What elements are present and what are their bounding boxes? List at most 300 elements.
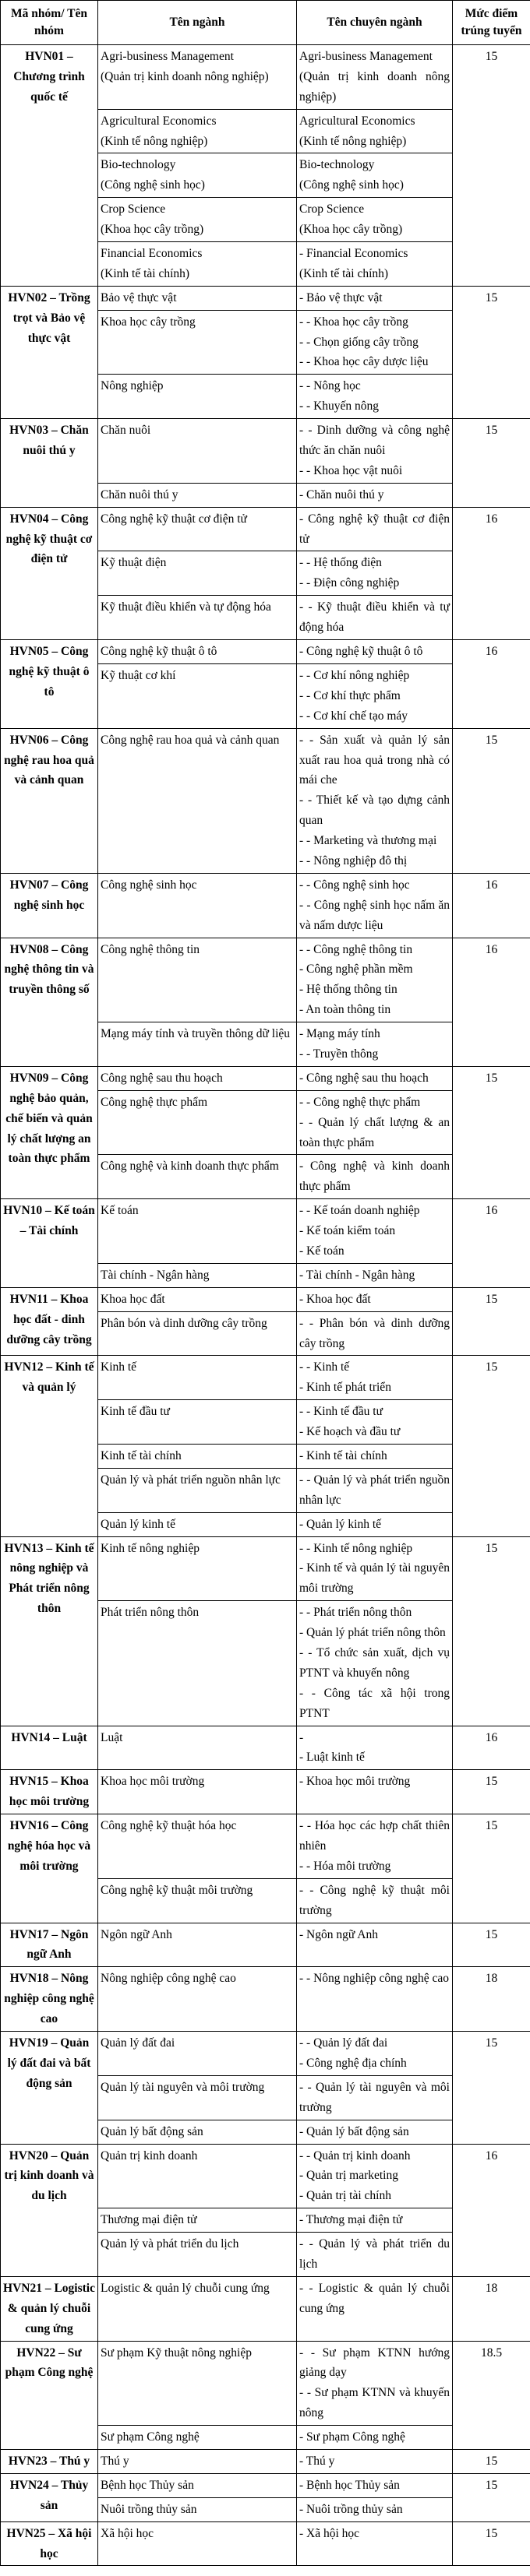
major-line: (Kinh tế nông nghiệp) [101, 134, 208, 148]
major-line: (Công nghệ sinh học) [101, 178, 205, 192]
major-line: Phân bón và dinh dưỡng cây trồng [101, 1316, 267, 1330]
specialization-cell [297, 375, 453, 419]
major-cell [98, 1090, 297, 1155]
specialization-cell [297, 551, 453, 596]
major-cell [98, 2276, 297, 2341]
specialization-line: - - Phát triển nông thôn [299, 1606, 412, 1620]
table-row [1, 286, 530, 310]
specialization-line: - Bệnh học Thủy sản [299, 2478, 400, 2492]
specialization-cell [297, 2075, 453, 2120]
major-cell [98, 310, 297, 375]
major-cell [98, 507, 297, 551]
specialization-line: - - Khoa học vật nuôi [299, 463, 403, 477]
major-line: Quản lý đất đai [101, 2036, 175, 2050]
specialization-line: - - Quản lý tài nguyên và môi trường [299, 2080, 450, 2114]
major-line: Công nghệ kỹ thuật cơ điện tử [101, 512, 247, 526]
major-line: Công nghệ sinh học [101, 878, 197, 892]
specialization-cell [297, 2276, 453, 2341]
specialization-cell [297, 2426, 453, 2450]
specialization-line: - - Logistic & quản lý chuỗi cung ứng [299, 2281, 450, 2315]
major-line: Sư phạm Công nghệ [101, 2430, 200, 2444]
score-cell: 15 [453, 45, 530, 287]
table-row [1, 1066, 530, 1090]
specialization-line: - Bảo vệ thực vật [299, 290, 383, 304]
specialization-line: - - Quản lý chất lượng & an toàn thực phẩm [299, 1115, 450, 1149]
major-line: Công nghệ kỹ thuật ô tô [101, 645, 217, 659]
specialization-line: - - Kinh tế đầu tư [299, 1405, 383, 1419]
major-line: Chăn nuôi thú y [101, 487, 178, 501]
header-group: Mã nhóm/ Tên nhóm [1, 1, 98, 45]
major-line: Agri-business Management [101, 50, 234, 63]
specialization-line: - Công nghệ phần mềm [299, 962, 413, 977]
major-line: Sư phạm Kỹ thuật nông nghiệp [101, 2345, 252, 2360]
score-cell: 15 [453, 286, 530, 418]
specialization-line: - Quản trị marketing [299, 2169, 398, 2183]
specialization-line: - Ngôn ngữ Anh [299, 1927, 378, 1941]
major-line: Crop Science [101, 202, 166, 216]
specialization-line: - - Khuyến nông [299, 399, 380, 413]
major-cell [98, 1356, 297, 1400]
specialization-cell [297, 2120, 453, 2144]
table-row [1, 1199, 530, 1264]
score-cell: 16 [453, 2144, 530, 2276]
specialization-cell [297, 286, 453, 310]
major-line: Bảo vệ thực vật [101, 290, 177, 304]
header-major: Tên ngành [98, 1, 297, 45]
group-code-cell: HVN21 – Logistic & quản lý chuỗi cung ứng [1, 2276, 98, 2341]
specialization-cell [297, 198, 453, 242]
major-cell [98, 1601, 297, 1726]
specialization-line: - - Khoa học cây trồng [299, 315, 408, 329]
major-line: Thương mại điện tử [101, 2213, 197, 2227]
header-score: Mức điểm trúng tuyển [453, 1, 530, 45]
specialization-line: - Quản lý bất động sản [299, 2124, 409, 2138]
specialization-cell [297, 310, 453, 375]
major-line: Chăn nuôi [101, 424, 151, 438]
specialization-line: (Kinh tế nông nghiệp) [299, 134, 407, 148]
table-row [1, 1770, 530, 1814]
specialization-cell [297, 1090, 453, 1155]
table-row [1, 1356, 530, 1400]
specialization-line: - Khoa học môi trường [299, 1775, 411, 1789]
specialization-line: - Thương mại điện tử [299, 2213, 403, 2227]
major-line: Khoa học môi trường [101, 1775, 205, 1789]
score-cell: 15 [453, 2449, 530, 2473]
specialization-line: - - Sư phạm KTNN và khuyến nông [299, 2386, 450, 2420]
group-code-cell: HVN04 – Công nghệ kỹ thuật cơ điện tử [1, 507, 98, 639]
specialization-line: - - Sư phạm KTNN hướng giảng dạy [299, 2345, 450, 2380]
major-line: Kinh tế nông nghiệp [101, 1541, 200, 1555]
major-cell [98, 1770, 297, 1814]
major-line: Quản lý kinh tế [101, 1517, 175, 1531]
major-cell [98, 728, 297, 873]
group-code-cell: HVN20 – Quản trị kinh doanh và du lịch [1, 2144, 98, 2276]
specialization-line: (Khoa học cây trồng) [299, 223, 403, 237]
major-cell [98, 1878, 297, 1923]
group-code-cell: HVN17 – Ngôn ngữ Anh [1, 1923, 98, 1967]
specialization-cell [297, 2233, 453, 2277]
specialization-line: - Kế hoạch và đầu tư [299, 1425, 401, 1439]
specialization-line: - - Công nghệ kỹ thuật môi trường [299, 1883, 450, 1917]
major-cell [98, 596, 297, 640]
table-row [1, 2032, 530, 2076]
major-cell [98, 2208, 297, 2233]
major-line: Kinh tế [101, 1360, 137, 1374]
specialization-cell [297, 1468, 453, 1512]
major-line: Agricultural Economics [101, 114, 217, 128]
table-row [1, 1967, 530, 2032]
group-code-cell: HVN02 – Trồng trọt và Bảo vệ thực vật [1, 286, 98, 418]
specialization-line: - Công nghệ địa chính [299, 2056, 407, 2070]
major-cell [98, 1923, 297, 1967]
major-cell [98, 1536, 297, 1601]
specialization-line: - - Kỹ thuật điều khiển và tự động hóa [299, 600, 450, 635]
table-row [1, 2276, 530, 2341]
specialization-line: - - Công nghệ thực phẩm [299, 1095, 421, 1109]
specialization-line: - - Chọn giống cây trồng [299, 335, 419, 349]
specialization-line: (Quản trị kinh doanh nông nghiệp) [299, 69, 450, 104]
specialization-cell [297, 1263, 453, 1287]
specialization-cell [297, 1311, 453, 1356]
specialization-line: - - Nông nghiệp đô thị [299, 853, 408, 867]
specialization-cell [297, 938, 453, 1022]
major-cell [98, 375, 297, 419]
specialization-line: - - Công nghệ thông tin [299, 942, 413, 956]
table-row [1, 2341, 530, 2426]
specialization-line: - Công nghệ kỹ thuật ô tô [299, 645, 423, 659]
major-cell [98, 1022, 297, 1067]
major-cell [98, 242, 297, 287]
specialization-line: - - Điện công nghiệp [299, 576, 400, 590]
specialization-line: - - Kế toán doanh nghiệp [299, 1204, 420, 1218]
score-cell: 15 [453, 1770, 530, 1814]
major-line: Kinh tế đầu tư [101, 1405, 170, 1419]
specialization-line: - Quản lý phát triển nông thôn [299, 1626, 446, 1640]
table-body [1, 45, 530, 2566]
group-code-cell: HVN24 – Thủy sản [1, 2473, 98, 2521]
score-cell: 15 [453, 1814, 530, 1923]
specialization-line: - Nuôi trồng thủy sản [299, 2502, 403, 2516]
major-cell [98, 1967, 297, 2032]
major-cell [98, 2449, 297, 2473]
score-cell: 15 [453, 1923, 530, 1967]
specialization-line: - - Kinh tế [299, 1360, 350, 1374]
table-row [1, 1536, 530, 1601]
specialization-line: - Hệ thống thông tin [299, 983, 398, 997]
specialization-cell [297, 419, 453, 484]
specialization-cell [297, 242, 453, 287]
specialization-line: Crop Science [299, 202, 365, 216]
major-line: Luật [101, 1730, 123, 1744]
specialization-line: - - Kinh tế nông nghiệp [299, 1541, 413, 1555]
specialization-cell [297, 663, 453, 728]
specialization-line: - [299, 1730, 304, 1744]
specialization-line: - Công nghệ kỹ thuật cơ điện tử [299, 512, 450, 546]
specialization-cell [297, 1199, 453, 1264]
specialization-line: - Công nghệ và kinh doanh thực phẩm [299, 1160, 450, 1194]
specialization-cell [297, 2032, 453, 2076]
major-cell [98, 1468, 297, 1512]
major-line: Tài chính - Ngân hàng [101, 1268, 210, 1282]
major-line: Khoa học cây trồng [101, 315, 196, 329]
major-line: Nuôi trồng thủy sản [101, 2502, 197, 2516]
major-cell [98, 2144, 297, 2208]
major-line: Quản lý tài nguyên và môi trường [101, 2080, 265, 2094]
specialization-cell [297, 640, 453, 664]
score-cell: 15 [453, 2521, 530, 2566]
major-line: (Khoa học cây trồng) [101, 223, 204, 237]
group-code-cell: HVN19 – Quản lý đất đai và bất động sản [1, 2032, 98, 2144]
group-code-cell: HVN16 – Công nghệ hóa học và môi trường [1, 1814, 98, 1923]
specialization-line: - Mạng máy tính [299, 1027, 380, 1041]
specialization-cell [297, 1726, 453, 1770]
specialization-line: - - Sản xuất và quản lý sản xuất rau hoa quả trong nhà có mái che [299, 733, 450, 787]
major-cell [98, 1512, 297, 1536]
major-line: Công nghệ thông tin [101, 942, 200, 956]
specialization-line: - - Phân bón và dinh dưỡng cây trồng [299, 1316, 450, 1350]
specialization-line: - Sư phạm Công nghệ [299, 2430, 405, 2444]
group-code-cell: HVN06 – Công nghệ rau hoa quả và cảnh quan [1, 728, 98, 873]
specialization-line: - - Quản trị kinh doanh [299, 2148, 411, 2163]
group-code-cell: HVN09 – Công nghệ bảo quản, chế biến và quản lý chất lượng an toàn thực phẩm [1, 1066, 98, 1198]
specialization-line: - - Tổ chức sản xuất, dịch vụ PTNT và khuyến nông [299, 1646, 450, 1680]
score-cell: 15 [453, 1066, 530, 1198]
major-cell [98, 2120, 297, 2144]
specialization-line: - - Công tác xã hội trong PTNT [299, 1686, 450, 1720]
score-cell: 18 [453, 2276, 530, 2341]
major-line: Thú y [101, 2454, 129, 2468]
specialization-line: - Kế toán kiểm toán [299, 1224, 396, 1238]
major-line: Công nghệ kỹ thuật hóa học [101, 1819, 237, 1833]
table-row [1, 2473, 530, 2497]
major-cell [98, 2473, 297, 2497]
specialization-line: - - Công nghệ sinh học nấm ăn và nấm dược liệu [299, 898, 450, 932]
specialization-cell [297, 153, 453, 198]
specialization-cell [297, 1022, 453, 1067]
major-line: Quản trị kinh doanh [101, 2148, 198, 2163]
specialization-line: - - Khoa học cây dược liệu [299, 355, 429, 369]
specialization-line: - - Quản lý đất đai [299, 2036, 388, 2050]
major-cell [98, 198, 297, 242]
specialization-line: - Kinh tế và quản lý tài nguyên môi trường [299, 1561, 450, 1596]
specialization-line: - - Cơ khí thực phẩm [299, 688, 401, 702]
specialization-line: Bio-technology [299, 158, 375, 172]
specialization-cell [297, 2473, 453, 2497]
specialization-cell [297, 1512, 453, 1536]
major-cell [98, 1400, 297, 1445]
major-cell [98, 2075, 297, 2120]
specialization-line: (Công nghệ sinh học) [299, 178, 404, 192]
specialization-cell [297, 1066, 453, 1090]
specialization-line: - - Công nghệ sinh học [299, 878, 410, 892]
major-line: Logistic & quản lý chuỗi cung ứng [101, 2281, 270, 2295]
specialization-cell [297, 2521, 453, 2566]
major-line: (Kinh tế tài chính) [101, 266, 190, 280]
specialization-line: - - Cơ khí nông nghiệp [299, 668, 410, 682]
table-row [1, 938, 530, 1022]
specialization-line: - Chăn nuôi thú y [299, 487, 384, 501]
major-line: Kế toán [101, 1204, 139, 1218]
score-cell: 16 [453, 1199, 530, 1288]
specialization-line: - Kinh tế phát triển [299, 1381, 391, 1395]
major-line: Mạng máy tính và truyền thông dữ liệu [101, 1027, 291, 1041]
major-cell [98, 1311, 297, 1356]
specialization-cell [297, 1287, 453, 1311]
table-row [1, 1726, 530, 1770]
specialization-cell [297, 2497, 453, 2521]
major-cell [98, 873, 297, 938]
specialization-cell [297, 2144, 453, 2208]
major-line: Công nghệ thực phẩm [101, 1095, 208, 1109]
group-code-cell: HVN14 – Luật [1, 1726, 98, 1770]
specialization-line: - Luật kinh tế [299, 1751, 365, 1765]
major-cell [98, 1199, 297, 1264]
specialization-cell [297, 507, 453, 551]
score-cell: 18.5 [453, 2341, 530, 2449]
group-code-cell: HVN13 – Kinh tế nông nghiệp và Phát triển nông thôn [1, 1536, 98, 1726]
specialization-cell [297, 873, 453, 938]
group-code-cell: HVN08 – Công nghệ thông tin và truyền thông số [1, 938, 98, 1066]
specialization-cell [297, 1878, 453, 1923]
score-cell: 16 [453, 640, 530, 729]
specialization-line: - - Truyền thông [299, 1047, 379, 1061]
group-code-cell: HVN25 – Xã hội học [1, 2521, 98, 2566]
specialization-cell [297, 1356, 453, 1400]
specialization-line: - - Cơ khí chế tạo máy [299, 709, 408, 723]
major-line: (Quản trị kinh doanh nông nghiệp) [101, 69, 269, 83]
major-cell [98, 2426, 297, 2450]
major-cell [98, 1287, 297, 1311]
major-line: Công nghệ kỹ thuật môi trường [101, 1883, 253, 1897]
specialization-cell [297, 1445, 453, 1469]
specialization-line: - - Thiết kế và tạo dựng cảnh quan [299, 794, 450, 828]
group-code-cell: HVN22 – Sư phạm Công nghệ [1, 2341, 98, 2449]
specialization-cell [297, 483, 453, 507]
specialization-line: - Quản trị tài chính [299, 2189, 391, 2203]
major-line: Kinh tế tài chính [101, 1449, 182, 1462]
major-cell [98, 45, 297, 110]
major-cell [98, 663, 297, 728]
header-specialization: Tên chuyên ngành [297, 1, 453, 45]
major-cell [98, 1155, 297, 1199]
specialization-line: - Quản lý kinh tế [299, 1517, 382, 1531]
major-cell [98, 1066, 297, 1090]
table-header-row [1, 1, 530, 45]
score-cell: 15 [453, 1536, 530, 1726]
specialization-cell [297, 1923, 453, 1967]
score-cell: 16 [453, 873, 530, 938]
group-code-cell: HVN10 – Kế toán – Tài chính [1, 1199, 98, 1288]
specialization-cell [297, 1536, 453, 1601]
major-cell [98, 2497, 297, 2521]
specialization-line: - - Hóa học các hợp chất thiên nhiên [299, 1819, 450, 1853]
major-line: Financial Economics [101, 247, 203, 261]
major-cell [98, 286, 297, 310]
major-cell [98, 551, 297, 596]
major-line: Công nghệ rau hoa quả và cảnh quan [101, 733, 280, 747]
major-cell [98, 2521, 297, 2566]
major-cell [98, 938, 297, 1022]
score-cell: 16 [453, 938, 530, 1066]
score-cell: 15 [453, 2473, 530, 2521]
specialization-cell [297, 109, 453, 153]
specialization-line: (Kinh tế tài chính) [299, 266, 389, 280]
major-line: Khoa học đất [101, 1292, 165, 1306]
table-row [1, 419, 530, 484]
major-cell [98, 2032, 297, 2076]
group-code-cell: HVN15 – Khoa học môi trường [1, 1770, 98, 1814]
major-cell [98, 2341, 297, 2426]
major-line: Công nghệ sau thu hoạch [101, 1071, 223, 1085]
major-line: Quản lý bất động sản [101, 2124, 203, 2138]
major-line: Ngôn ngữ Anh [101, 1927, 172, 1941]
specialization-line: Agri-business Management [299, 50, 433, 63]
specialization-cell [297, 2449, 453, 2473]
specialization-line: - - Quản lý và phát triển nguồn nhân lực [299, 1473, 450, 1507]
major-cell [98, 483, 297, 507]
specialization-line: - Xã hội học [299, 2526, 360, 2540]
group-code-cell: HVN18 – Nông nghiệp công nghệ cao [1, 1967, 98, 2032]
table-row [1, 45, 530, 110]
specialization-cell [297, 1400, 453, 1445]
major-line: Nông nghiệp công nghệ cao [101, 1972, 236, 1986]
specialization-line: - - Hóa môi trường [299, 1859, 391, 1873]
group-code-cell: HVN05 – Công nghệ kỹ thuật ô tô [1, 640, 98, 729]
specialization-cell [297, 1967, 453, 2032]
major-cell [98, 419, 297, 484]
specialization-line: - Tài chính - Ngân hàng [299, 1268, 415, 1282]
score-cell: 15 [453, 2032, 530, 2144]
specialization-cell [297, 1814, 453, 1879]
major-cell [98, 1726, 297, 1770]
score-cell: 16 [453, 507, 530, 639]
major-cell [98, 1814, 297, 1879]
specialization-line: - - Quản lý và phát triển du lịch [299, 2237, 450, 2271]
specialization-cell [297, 596, 453, 640]
major-line: Quản lý và phát triển nguồn nhân lực [101, 1473, 281, 1487]
specialization-cell [297, 1601, 453, 1726]
specialization-line: - Thú y [299, 2454, 335, 2468]
major-cell [98, 2233, 297, 2277]
major-line: Kỹ thuật điện [101, 556, 167, 570]
major-line: Công nghệ và kinh doanh thực phẩm [101, 1160, 279, 1174]
score-cell: 15 [453, 1287, 530, 1356]
major-line: Nông nghiệp [101, 379, 164, 393]
group-code-cell: HVN01 – Chương trình quốc tế [1, 45, 98, 287]
major-line: Bệnh học Thủy sản [101, 2478, 194, 2492]
major-cell [98, 153, 297, 198]
table-row [1, 640, 530, 664]
specialization-cell [297, 2341, 453, 2426]
major-line: Quản lý và phát triển du lịch [101, 2237, 239, 2251]
major-cell [98, 1445, 297, 1469]
specialization-line: - Khoa học đất [299, 1292, 371, 1306]
specialization-line: Agricultural Economics [299, 114, 415, 128]
specialization-line: - Kế toán [299, 1244, 344, 1258]
major-line: Kỹ thuật điều khiển và tự động hóa [101, 600, 271, 614]
specialization-line: - Financial Economics [299, 247, 408, 261]
table-row [1, 873, 530, 938]
table-row [1, 728, 530, 873]
group-code-cell: HVN11 – Khoa học đất - dinh dưỡng cây trồng [1, 1287, 98, 1356]
major-line: Bio-technology [101, 158, 176, 172]
major-cell [98, 109, 297, 153]
table-row [1, 1814, 530, 1879]
major-line: Xã hội học [101, 2526, 154, 2540]
score-cell: 15 [453, 728, 530, 873]
specialization-cell [297, 728, 453, 873]
table-row [1, 2449, 530, 2473]
